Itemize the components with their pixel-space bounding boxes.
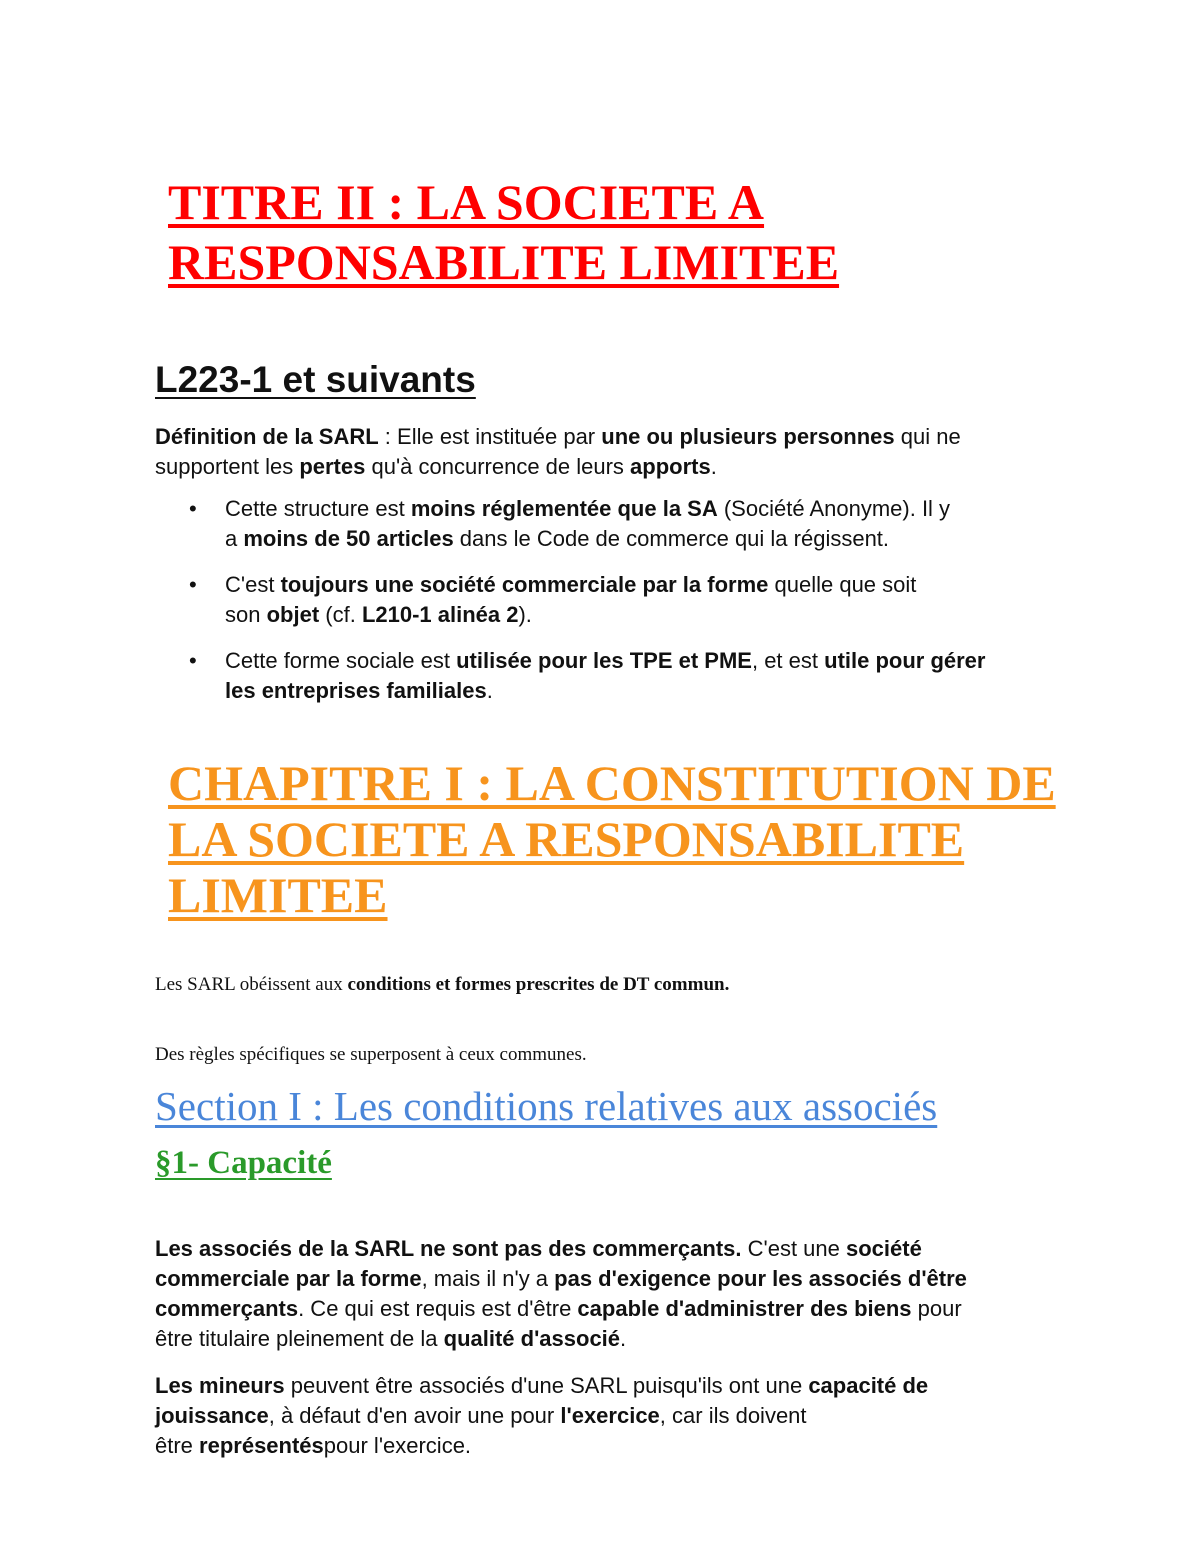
bullet-icon: • <box>189 572 197 597</box>
text-run: pour l'exercice. <box>323 1433 472 1458</box>
text-run: Cette forme sociale est <box>225 648 457 673</box>
text-run: être <box>155 1433 200 1458</box>
text-line <box>155 422 1055 452</box>
bold-text: pas d'exigence pour les associés d'être <box>554 1266 967 1291</box>
bold-text: société <box>846 1236 922 1261</box>
article-reference-heading: L223-1 et suivants <box>155 359 476 400</box>
text-line <box>155 1401 1055 1431</box>
list-item <box>155 646 1055 706</box>
text-line <box>155 1324 1055 1354</box>
bullet-icon: • <box>189 496 197 521</box>
text-run: . <box>486 678 493 703</box>
bold-text: Les mineurs <box>155 1373 285 1398</box>
bold-text: L210-1 alinéa 2 <box>361 602 519 627</box>
bold-text: toujours une société commerciale par la forme <box>280 572 769 597</box>
chapter-heading <box>168 755 1068 923</box>
text-line <box>225 494 1055 524</box>
bold-text: Définition de la SARL <box>155 424 379 449</box>
bold-text: les entreprises familiales <box>225 678 487 703</box>
text-run: . <box>620 1326 627 1351</box>
text-line <box>225 570 1055 600</box>
chapter-line-3: LIMITEE <box>168 867 388 923</box>
bold-text: objet <box>266 602 320 627</box>
bold-text: représentés <box>199 1433 324 1458</box>
text-line <box>155 452 1055 482</box>
bold-text: qualité d'associé <box>443 1326 621 1351</box>
bold-text: moins de 50 articles <box>243 526 454 551</box>
paragraph-heading: §1- Capacité <box>155 1145 332 1181</box>
text-run: : Elle est instituée par <box>378 424 602 449</box>
text-run: qu'à concurrence de leurs <box>365 454 631 479</box>
bold-text: Les associés de la SARL ne sont pas des commerçants. <box>155 1236 742 1261</box>
text-line <box>225 646 1055 676</box>
text-line <box>225 600 1055 630</box>
text-run: Cette structure est <box>225 496 411 521</box>
section-heading: Section I : Les conditions relatives aux associés <box>155 1083 938 1129</box>
bullet-icon: • <box>189 648 197 673</box>
bold-text: pertes <box>299 454 366 479</box>
text-run: , à défaut d'en avoir une pour <box>268 1403 561 1428</box>
text-run: quelle que soit <box>768 572 917 597</box>
bold-text: capable d'administrer des biens <box>577 1296 912 1321</box>
text-run: , et est <box>751 648 825 673</box>
text-run: a <box>225 526 244 551</box>
text-line <box>225 524 1055 554</box>
associates-paragraph <box>155 1234 1055 1354</box>
text-run: qui ne <box>894 424 961 449</box>
text-run: C'est une <box>741 1236 846 1261</box>
title-line-1: TITRE II : LA SOCIETE A <box>168 174 765 230</box>
text-line <box>155 1294 1055 1324</box>
bold-text: conditions et formes prescrites de DT commun. <box>347 974 730 995</box>
text-run: Les SARL obéissent aux <box>155 974 348 995</box>
bold-text: commerciale par la forme <box>155 1266 422 1291</box>
bold-text: utile pour gérer <box>824 648 986 673</box>
text-run: être titulaire pleinement de la <box>155 1326 444 1351</box>
text-line <box>225 676 1055 706</box>
text-line <box>155 1431 1055 1461</box>
text-run: pour <box>911 1296 962 1321</box>
bold-text: apports <box>630 454 711 479</box>
bullet-list <box>155 494 1055 722</box>
text-run: , car ils doivent <box>659 1403 807 1428</box>
list-item <box>155 494 1055 554</box>
text-run: ). <box>518 602 532 627</box>
bold-text: commerçants <box>155 1296 299 1321</box>
text-run: peuvent être associés d'une SARL puisqu'ils ont une <box>284 1373 809 1398</box>
text-run: C'est <box>225 572 281 597</box>
text-run: , mais il n'y a <box>421 1266 555 1291</box>
bold-text: jouissance <box>155 1403 269 1428</box>
sarl-common-law-paragraph <box>155 972 729 998</box>
bold-text: moins réglementée que la SA <box>410 496 718 521</box>
chapter-line-2: LA SOCIETE A RESPONSABILITE <box>168 811 965 867</box>
text-run: supportent les <box>155 454 300 479</box>
text-line <box>155 1371 1055 1401</box>
text-run: . Ce qui est requis est d'être <box>298 1296 578 1321</box>
text-run: (cf. <box>319 602 362 627</box>
chapter-line-1: CHAPITRE I : LA CONSTITUTION DE <box>168 755 1056 811</box>
bold-text: capacité de <box>808 1373 929 1398</box>
text-run: . <box>710 454 717 479</box>
minors-paragraph <box>155 1371 1055 1461</box>
text-run: (Société Anonyme). Il y <box>717 496 951 521</box>
title-line-2: RESPONSABILITE LIMITEE <box>168 234 840 290</box>
text-run: dans le Code de commerce qui la régissent. <box>453 526 890 551</box>
text-run: son <box>225 602 267 627</box>
list-item <box>155 570 1055 630</box>
title-heading <box>168 172 1048 292</box>
bold-text: utilisée pour les TPE et PME <box>456 648 752 673</box>
bold-text: l'exercice <box>560 1403 660 1428</box>
specific-rules-paragraph: Des règles spécifiques se superposent à ceux communes. <box>155 1044 587 1065</box>
sarl-definition-paragraph <box>155 422 1055 482</box>
text-line <box>155 1234 1055 1264</box>
bold-text: une ou plusieurs personnes <box>601 424 895 449</box>
text-line <box>155 1264 1055 1294</box>
